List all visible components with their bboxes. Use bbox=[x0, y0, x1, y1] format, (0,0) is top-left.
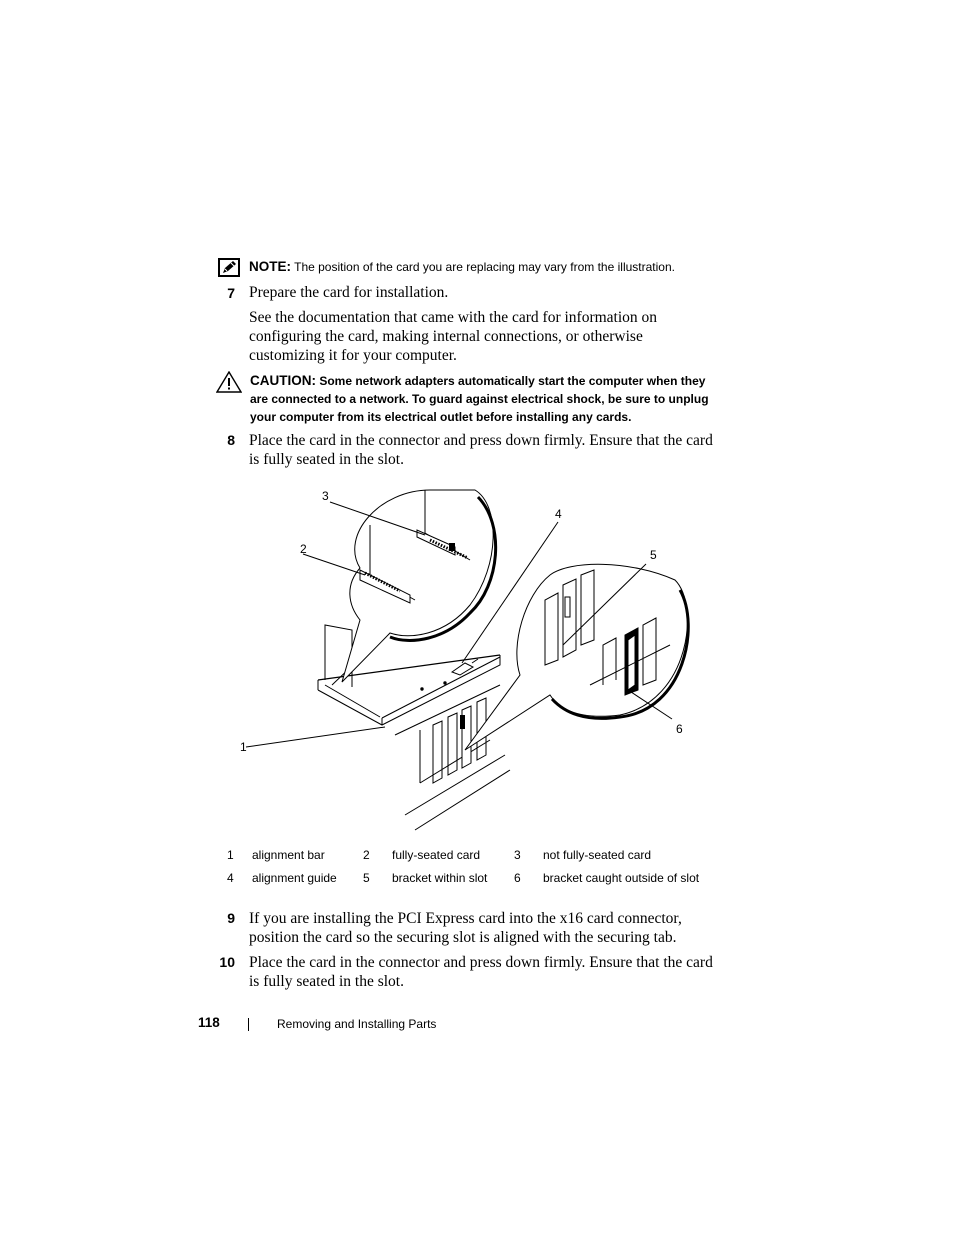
legend-num-1: 1 bbox=[227, 848, 234, 862]
page-number: 118 bbox=[198, 1015, 220, 1030]
note-text: The position of the card you are replacing may vary from the illustration. bbox=[294, 260, 675, 274]
step-9-text: If you are installing the PCI Express card into the x16 card connector, position the card so the securing slot is aligned with the securing tab. bbox=[249, 910, 682, 946]
note-pencil-icon bbox=[218, 258, 240, 277]
step-7-number: 7 bbox=[227, 285, 235, 301]
step-9-number: 9 bbox=[227, 910, 235, 926]
legend-label-4: alignment guide bbox=[252, 871, 337, 885]
magnifier-bubble-upper bbox=[342, 490, 496, 682]
step-8-number: 8 bbox=[227, 432, 235, 448]
card-installation-illustration bbox=[230, 485, 710, 835]
callout-6: 6 bbox=[676, 722, 683, 736]
legend-label-3: not fully-seated card bbox=[543, 848, 652, 862]
legend-num-4: 4 bbox=[227, 871, 234, 885]
legend-row bbox=[222, 871, 722, 894]
footer-section-title: Removing and Installing Parts bbox=[277, 1017, 437, 1031]
callout-3: 3 bbox=[322, 489, 329, 503]
caution-text: Some network adapters automatically start the computer when they are connected to a network. To guard against electrical shock, be sure to unplug your computer from its electrical outlet before installing any cards. bbox=[250, 374, 709, 424]
legend-num-3: 3 bbox=[514, 848, 521, 862]
step-8-text: Place the card in the connector and press down firmly. Ensure that the card is fully seated in the slot. bbox=[249, 432, 713, 468]
step-10-text: Place the card in the connector and press down firmly. Ensure that the card is fully seated in the slot. bbox=[249, 954, 713, 990]
legend-row bbox=[222, 848, 722, 871]
legend-num-6: 6 bbox=[514, 871, 521, 885]
callout-4: 4 bbox=[555, 507, 562, 521]
note-label: NOTE: bbox=[249, 259, 291, 274]
caution bbox=[250, 372, 720, 426]
legend-num-2: 2 bbox=[363, 848, 370, 862]
callout-2: 2 bbox=[300, 542, 307, 556]
figure-legend bbox=[222, 848, 722, 894]
callout-1: 1 bbox=[240, 740, 247, 754]
step-7-paragraph: See the documentation that came with the card for information on configuring the card, making internal connections, or otherwise customizing it for your computer. bbox=[249, 309, 658, 364]
step-10-number: 10 bbox=[219, 954, 235, 970]
caution-label: CAUTION: bbox=[250, 373, 316, 388]
step-7-text: Prepare the card for installation. bbox=[249, 284, 449, 301]
legend-label-1: alignment bar bbox=[252, 848, 325, 862]
legend-label-2: fully-seated card bbox=[392, 848, 481, 862]
caution-warning-icon bbox=[216, 371, 242, 393]
callout-5: 5 bbox=[650, 548, 657, 562]
magnifier-bubble-lower bbox=[465, 564, 688, 750]
legend-num-5: 5 bbox=[363, 871, 370, 885]
footer-divider bbox=[248, 1018, 249, 1031]
legend-label-6: bracket caught outside of slot bbox=[543, 871, 700, 885]
legend-label-5: bracket within slot bbox=[392, 871, 488, 885]
note bbox=[249, 259, 675, 275]
